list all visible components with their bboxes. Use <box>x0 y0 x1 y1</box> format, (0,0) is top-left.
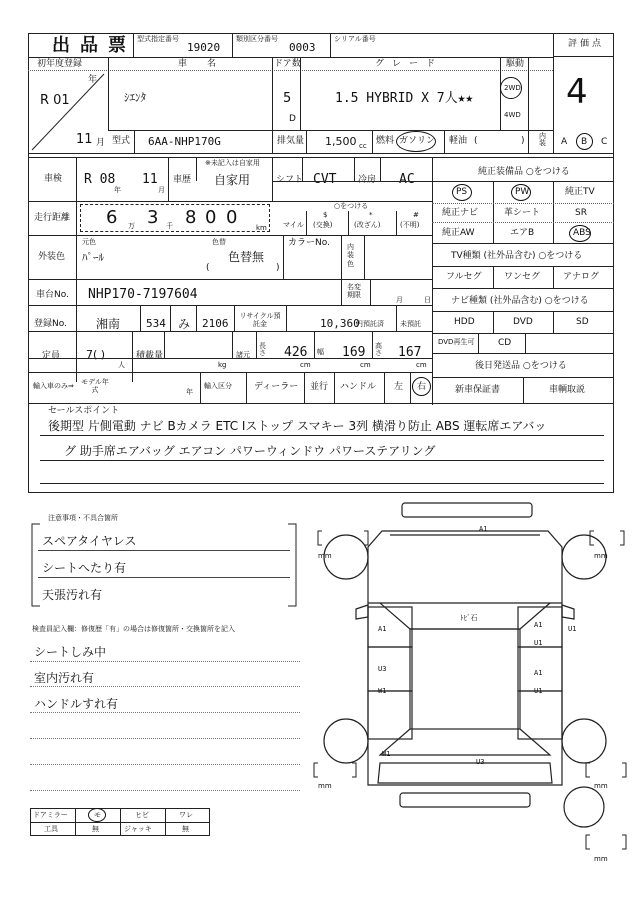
inspection-year: R 08 <box>84 172 116 187</box>
mm-unit-rr: mm <box>594 782 608 790</box>
color-change-paren: ( <box>206 263 210 273</box>
inspection-year-unit: 年 <box>114 186 121 194</box>
navi-header: ナビ種類 (社外品含む) ○をつける <box>451 296 589 306</box>
inspector-item-2: 室内汚れ有 <box>34 671 95 685</box>
model-type-label: 型式 <box>112 136 131 146</box>
first-reg-year: R 01 <box>40 93 70 108</box>
fuel-label: 燃料 <box>376 136 395 146</box>
sales-label: セールスポイント <box>48 406 120 416</box>
reg-class: 534 <box>146 317 166 330</box>
capacity-unit: 人 <box>118 361 125 369</box>
opt-star[interactable]: * <box>369 211 373 219</box>
year-unit: 年 <box>88 75 98 85</box>
ship-warranty[interactable]: 新車保証書 <box>455 385 501 395</box>
opt-unknown[interactable]: (不明) <box>400 221 420 229</box>
mm-unit-fl: mm <box>318 552 332 560</box>
drive-2wd[interactable]: 2WD <box>504 84 521 92</box>
width-unit: cm <box>360 361 371 369</box>
interior-b-circle <box>576 133 593 150</box>
equipment-header: 純正装備品 ○をつける <box>478 167 570 177</box>
mirror-label: ドアミラー <box>33 811 68 819</box>
color-orig-label: 元色 <box>82 238 96 246</box>
interior-label: 内装 <box>539 132 546 147</box>
inspector-item-1: シートしみ中 <box>34 645 107 659</box>
mark-left-front-a1: A1 <box>378 625 387 633</box>
door-type: D <box>289 114 296 124</box>
first-reg-month: 11 <box>76 132 93 147</box>
mm-unit-spare: mm <box>594 855 608 863</box>
inspector-label: 検査員記入欄：修復歴「有」の場合は修復箇所・交換箇所を記入 <box>32 625 235 633</box>
equip-navi[interactable]: 純正ナビ <box>442 208 479 218</box>
recycle-no: 未預託 <box>400 320 421 328</box>
chassis-label: 車台No. <box>36 290 69 300</box>
shift-label: シフト <box>276 175 304 185</box>
mark-right-front-u1: U1 <box>534 639 543 647</box>
reg-area: 湘南 <box>96 317 121 331</box>
equip-ps-circle <box>452 184 472 201</box>
name-change-label: 名変期限 <box>347 283 361 300</box>
reg-kana: み <box>178 317 191 331</box>
model-year-label: モデル年式 <box>81 378 109 395</box>
car-name-label: 車名 <box>178 59 237 69</box>
width-label: 幅 <box>317 348 324 356</box>
dims-label: 諸元 <box>236 351 250 359</box>
ac-label: 冷房 <box>358 175 377 185</box>
mm-unit-fr: mm <box>594 552 608 560</box>
ship-manual[interactable]: 車輌取説 <box>549 385 586 395</box>
sales-line-1: 後期型 片側電動 ナビ Bカメラ ETC Iストップ スマキー 3列 横滑り防止 ABS 運転席エアバッ <box>48 419 547 433</box>
note-item-2: シートへたり有 <box>42 561 127 575</box>
mark-front-a1: A1 <box>479 525 488 533</box>
load-unit: kg <box>218 361 227 369</box>
class-code-label: 類別区分番号 <box>236 35 278 43</box>
handle-right[interactable]: 右 <box>417 382 427 392</box>
drive-label: 駆動 <box>506 59 525 69</box>
tools-value: 無 <box>92 825 99 833</box>
mark-right-rear-a1: A1 <box>534 669 543 677</box>
inspection-month-unit: 月 <box>158 186 165 194</box>
navi-cd[interactable]: CD <box>498 338 512 348</box>
shift: CVT <box>313 172 337 187</box>
equip-abs-circle <box>569 225 591 242</box>
dvd-label[interactable]: DVD再生可 <box>438 338 475 346</box>
page-title: 出品票 <box>52 35 136 56</box>
score-label: 評価点 <box>568 39 605 49</box>
model-code: 19020 <box>187 41 221 54</box>
tools-label: 工具 <box>44 825 58 833</box>
tv-one[interactable]: ワンセグ <box>504 272 541 282</box>
doors: 5 <box>283 91 292 106</box>
reg-label: 登録No. <box>34 319 67 329</box>
tv-header: TV種類 (社外品含む) ○をつける <box>451 251 583 261</box>
fuel-paren-open: ( <box>474 136 478 146</box>
dealer-option[interactable]: ディーラー <box>254 382 299 392</box>
notes-label: 注意事項・不具合箇所 <box>48 514 118 522</box>
import-type-label: 輸入区分 <box>204 382 232 390</box>
displacement: 1,500 <box>325 135 357 148</box>
inspection-label: 車検 <box>44 174 63 184</box>
mileage-digit-1: 6 <box>106 207 118 228</box>
mark-right-rear-u1: U1 <box>534 687 543 695</box>
mm-unit-rl: mm <box>318 782 332 790</box>
diagonal-divider <box>30 72 106 152</box>
chassis-number: NHP170-7197604 <box>88 287 198 302</box>
displacement-label: 排気量 <box>277 136 305 146</box>
score-value: 4 <box>566 72 588 112</box>
equip-pw-circle <box>511 184 531 201</box>
mileage-label: 走行距離 <box>34 213 71 223</box>
color-orig: ﾊﾟｰﾙ <box>82 251 104 264</box>
length-unit: cm <box>300 361 311 369</box>
handle-left[interactable]: 左 <box>394 382 404 392</box>
opt-exchange[interactable]: (交換) <box>313 221 333 229</box>
mileage-digit-5: 0 <box>226 207 238 228</box>
sen-unit: 千 <box>166 222 173 230</box>
note-item-1: スペアタイヤレス <box>42 534 137 548</box>
grade: 1.5 HYBRID X 7人★★ <box>335 91 474 106</box>
mark-left-rear-w1: W1 <box>378 687 387 695</box>
opt-hash[interactable]: # <box>413 211 419 219</box>
equip-tv[interactable]: 純正TV <box>565 187 595 197</box>
mileage-digit-3: 8 <box>185 207 197 228</box>
height-unit: cm <box>416 361 427 369</box>
navi-sd[interactable]: SD <box>576 317 589 327</box>
sales-line-2: グ 助手席エアバッグ エアコン パワーウィンドウ パワーステアリング <box>64 444 436 458</box>
color-label: 外装色 <box>38 252 66 262</box>
tv-full[interactable]: フルセグ <box>446 272 482 282</box>
tv-analog[interactable]: アナログ <box>563 272 600 282</box>
light-oil[interactable]: 軽油 <box>449 136 468 146</box>
mileage-digit-4: 0 <box>205 207 217 228</box>
equip-pw[interactable]: PW <box>515 187 530 197</box>
mark-right-front-a1: A1 <box>534 621 543 629</box>
history: 自家用 <box>214 173 251 187</box>
opt-dollar[interactable]: $ <box>323 211 328 219</box>
color-no-label: カラーNo. <box>288 238 330 248</box>
equip-sr[interactable]: SR <box>575 208 587 218</box>
mark-right-mirror-u1: U1 <box>568 625 577 633</box>
crack-label: ヒビ <box>135 811 149 819</box>
name-change-day: 日 <box>424 296 431 304</box>
note-item-3: 天張汚れ有 <box>42 588 103 602</box>
handle-label: ハンドル <box>340 382 377 392</box>
class-code: 0003 <box>289 41 316 54</box>
mileage-digit-2: 3 <box>147 207 159 228</box>
mark-rear-wheel-w1: W1 <box>382 750 391 758</box>
load-label: 積載量 <box>136 351 164 361</box>
length-label: 長さ <box>259 342 266 357</box>
capacity: 7( ) <box>86 348 106 361</box>
navi-dvd[interactable]: DVD <box>513 317 533 327</box>
width: 169 <box>342 345 366 360</box>
history-note: ※未記入は自家用 <box>205 159 260 167</box>
recycle-amount: 10,360 <box>320 317 360 330</box>
mark-left-rear-u3: U3 <box>378 665 387 673</box>
handle-right-circle <box>412 377 431 396</box>
man-unit: 万 <box>128 222 135 230</box>
interior-grade-a[interactable]: A <box>561 137 568 147</box>
equip-aw[interactable]: 純正AW <box>442 228 475 238</box>
model-code-label: 型式指定番号 <box>137 35 179 43</box>
parallel-option[interactable]: 並行 <box>310 382 329 392</box>
capacity-label: 定員 <box>42 351 61 361</box>
reg-number: 2106 <box>202 317 229 330</box>
drive-4wd[interactable]: 4WD <box>504 111 521 119</box>
equip-airbag[interactable]: エアB <box>510 228 535 238</box>
jack-value: 無 <box>182 825 189 833</box>
height: 167 <box>398 345 422 360</box>
displacement-unit: cc <box>359 142 367 150</box>
month-unit: 月 <box>96 138 106 148</box>
fuel-circle <box>396 131 436 152</box>
doors-label: ドア数 <box>274 59 301 69</box>
name-change-month: 月 <box>396 296 403 304</box>
navi-hdd[interactable]: HDD <box>454 317 475 327</box>
fuel-paren-close: ) <box>521 136 525 146</box>
inspector-item-3: ハンドルすれ有 <box>34 697 119 711</box>
equip-ps[interactable]: PS <box>456 187 468 197</box>
interior-grade-c[interactable]: C <box>601 137 608 147</box>
car-diagram <box>300 495 630 875</box>
history-label: 車歴 <box>173 175 192 185</box>
mark-rear-u3: U3 <box>476 758 485 766</box>
recycle-label: リサイクル預託金 <box>239 312 281 329</box>
interior-color-label: 内装色 <box>347 243 354 268</box>
height-label: 高さ <box>375 342 382 357</box>
fuel-gasoline[interactable]: ガソリン <box>399 136 436 146</box>
opt-tamper[interactable]: (改ざん) <box>354 221 381 229</box>
jack-label: ジャッキ <box>124 825 152 833</box>
model-year-unit: 年 <box>186 388 193 396</box>
break-label: ワレ <box>179 811 193 819</box>
ship-header: 後日発送品 ○をつける <box>475 361 567 371</box>
color-change-label: 色替 <box>212 238 226 246</box>
length: 426 <box>284 345 308 360</box>
km-unit: km <box>256 224 267 232</box>
first-reg-label: 初年度登録 <box>37 59 83 69</box>
model-type: 6AA-NHP170G <box>148 135 221 148</box>
equip-abs[interactable]: ABS <box>573 228 591 238</box>
ac: AC <box>399 172 415 187</box>
equip-leather[interactable]: 革シート <box>504 208 541 218</box>
mile-opt[interactable]: マイル <box>283 221 304 229</box>
mark-stone-chip: ﾄﾋﾞ石 <box>460 614 478 622</box>
mirror-value: モ <box>94 811 101 819</box>
grade-label: グレード <box>375 59 444 69</box>
drive-2wd-circle <box>500 77 522 99</box>
color-change: 色替無 <box>228 250 265 264</box>
recycle-unit: 円預託済 <box>356 320 384 328</box>
inspection-month: 11 <box>142 172 158 187</box>
serial-label: シリアル番号 <box>334 35 376 43</box>
circle-note: ○をつける <box>334 202 369 210</box>
import-label: 輸入車のみ⇒ <box>33 382 74 390</box>
interior-grade-b[interactable]: B <box>581 137 588 147</box>
mirror-circle <box>88 808 106 822</box>
car-name: ｼｴﾝﾀ <box>124 91 146 104</box>
color-change-paren-close: ) <box>276 263 280 273</box>
